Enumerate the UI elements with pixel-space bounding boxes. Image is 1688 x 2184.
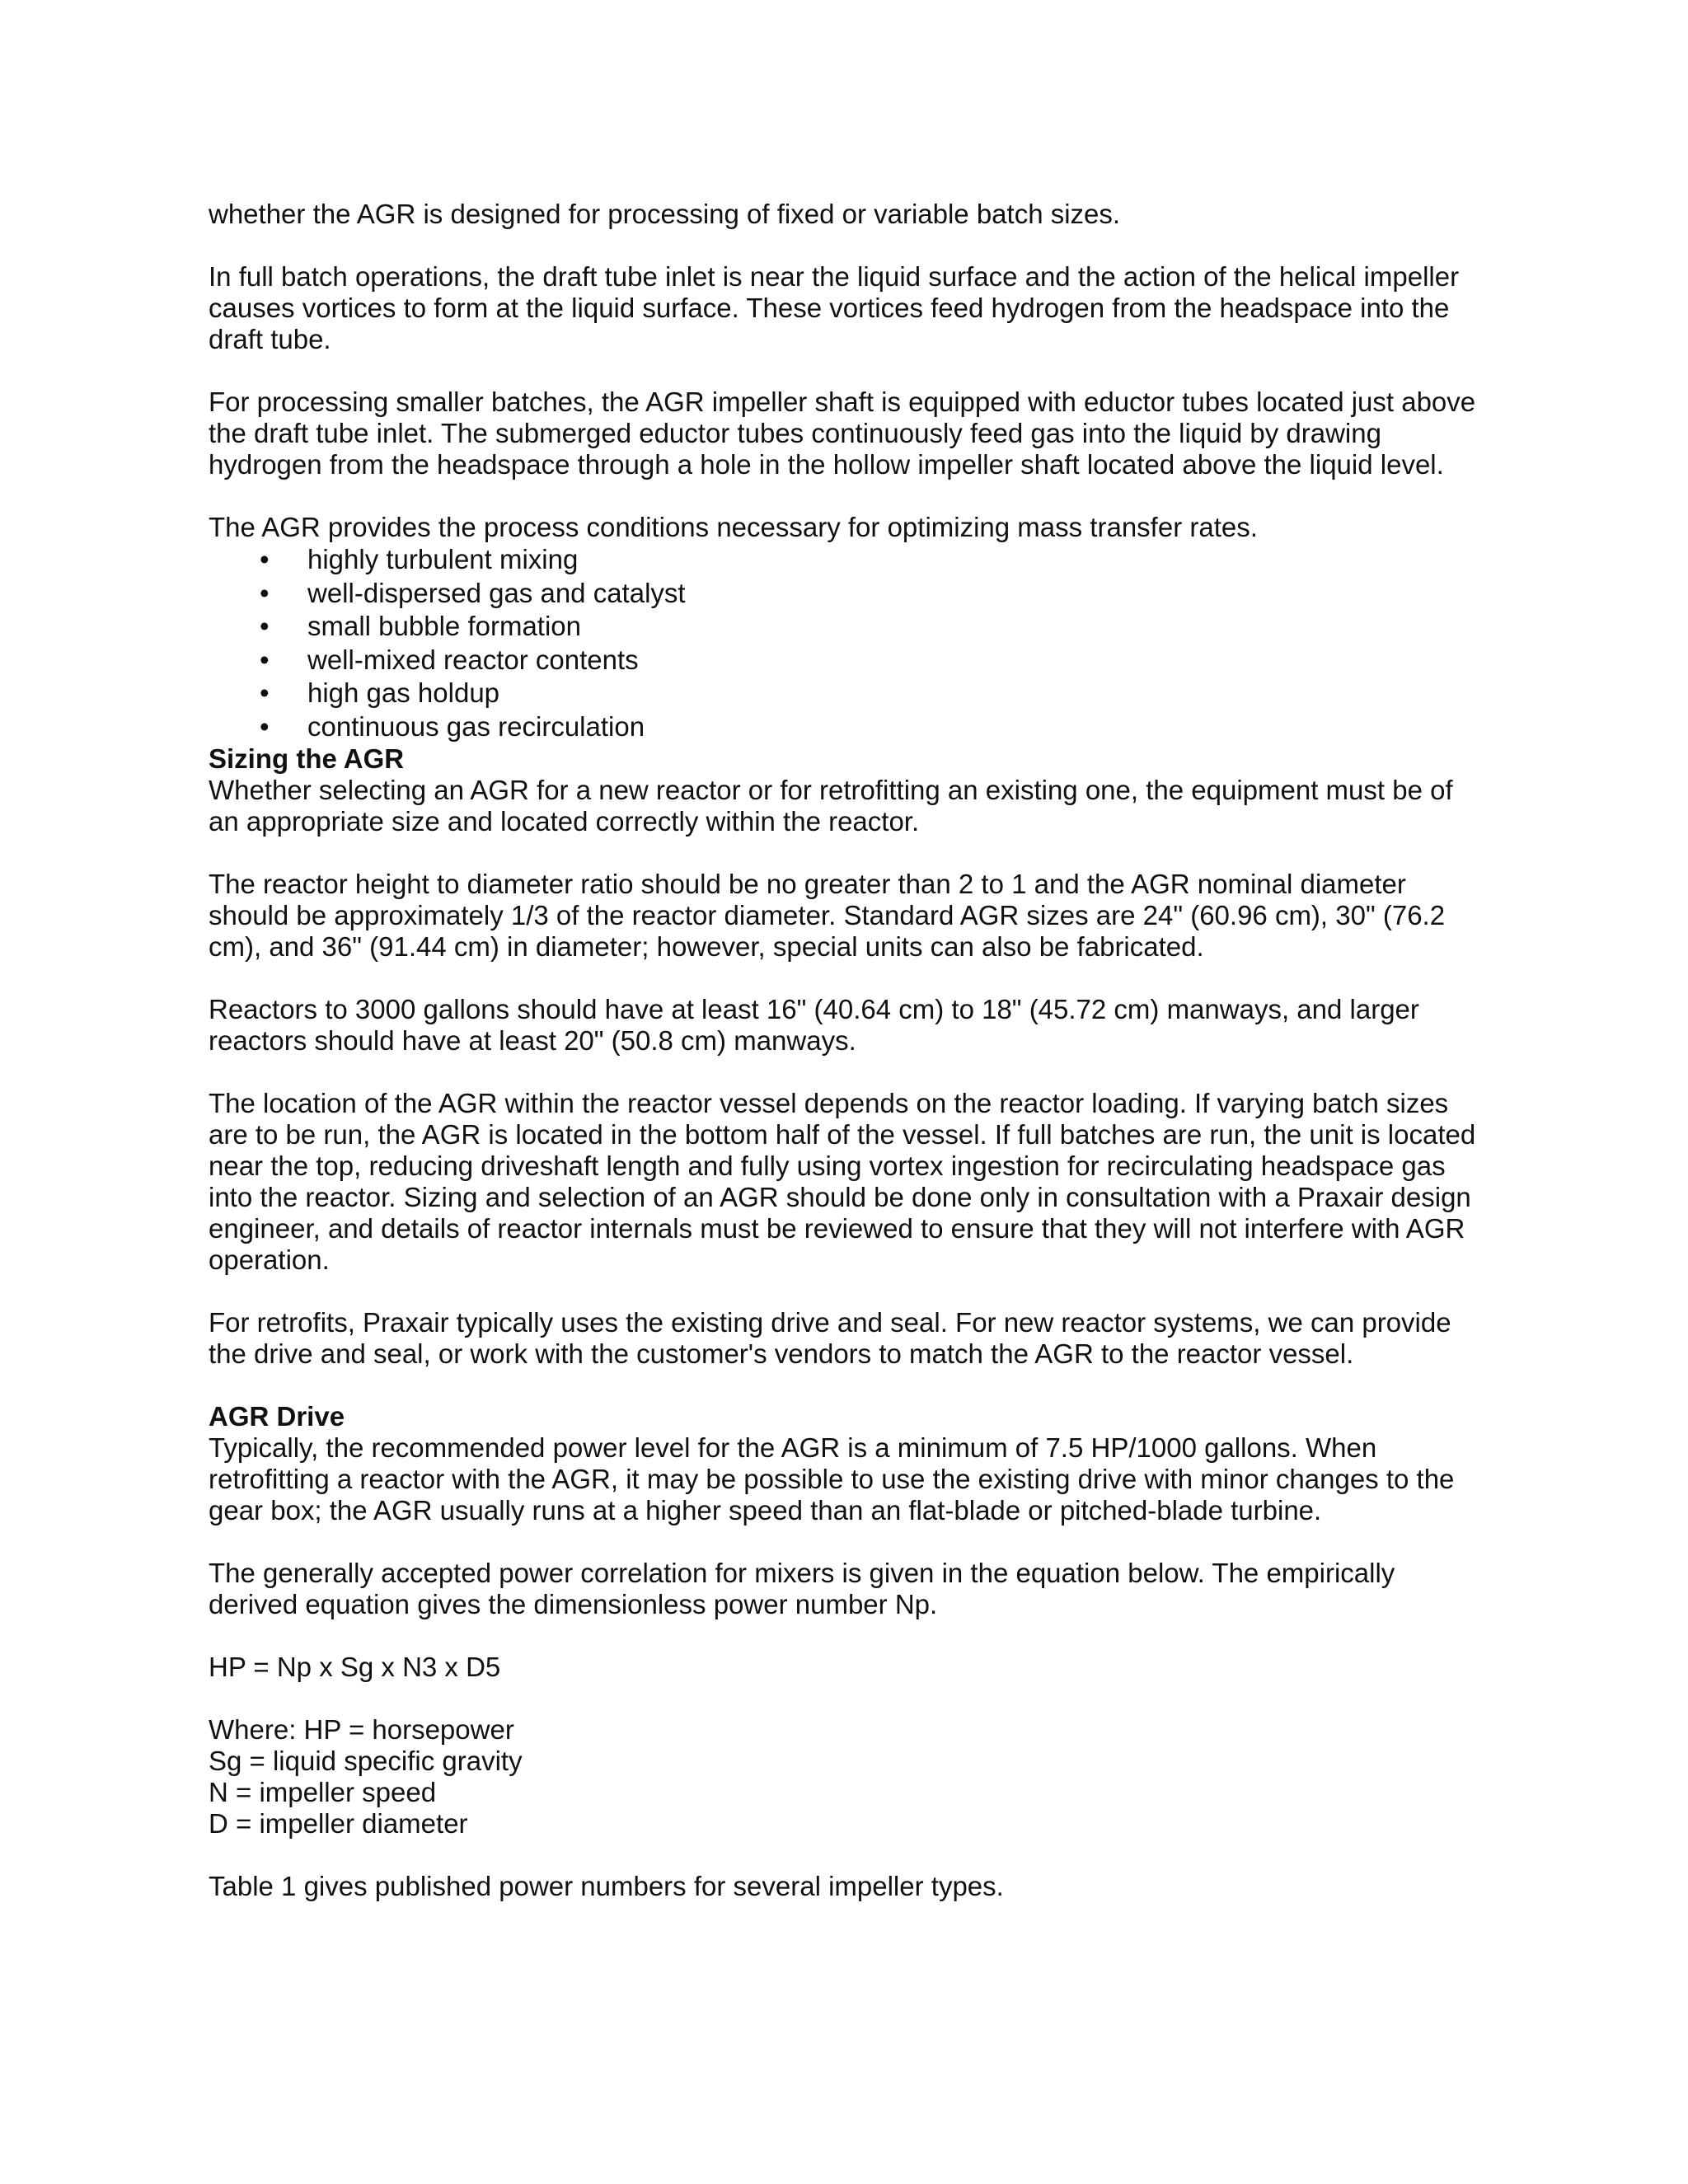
conditions-intro: The AGR provides the process conditions necessary for optimizing mass transfer rates. <box>209 512 1258 542</box>
sizing-paragraph-2: The reactor height to diameter ratio should be no greater than 2 to 1 and the AGR nominal diameter should be approximately 1/3 of the reactor diameter. Standard AGR sizes are 24" (60.96 cm), 30" (76.2 cm), and 36" (91.44 cm) in diameter; however, special units can also be fabricated. <box>209 869 1446 962</box>
list-item-text: well-mixed reactor contents <box>307 644 639 675</box>
bullet-icon: • <box>260 544 270 574</box>
conditions-list <box>209 543 1478 743</box>
drive-paragraph-1: Typically, the recommended power level for the AGR is a minimum of 7.5 HP/1000 gallons. When retrofitting a reactor with the AGR, it may be possible to use the existing drive with minor changes to the gear box; the AGR usually runs at a higher speed than an flat-blade or pitched-blade turbine. <box>209 1432 1455 1526</box>
table-reference: Table 1 gives published power numbers for several impeller types. <box>209 1871 1004 1901</box>
list-item-text: well-dispersed gas and catalyst <box>307 577 686 608</box>
list-item-text: small bubble formation <box>307 611 581 641</box>
definition-line: D = impeller diameter <box>209 1808 468 1839</box>
sizing-paragraph-5: For retrofits, Praxair typically uses the existing drive and seal. For new reactor systems, we can provide the drive and seal, or work with the customer's vendors to match the AGR to the reactor vessel. <box>209 1307 1451 1369</box>
list-item <box>209 644 1478 677</box>
bullet-icon: • <box>260 710 270 742</box>
sizing-heading: Sizing the AGR <box>209 743 405 774</box>
power-equation: HP = Np x Sg x N3 x D5 <box>209 1652 501 1682</box>
document-page <box>209 199 1478 1933</box>
bullet-icon: • <box>260 577 270 608</box>
list-item <box>209 610 1478 644</box>
sizing-paragraph-4: The location of the AGR within the reactor vessel depends on the reactor loading. If varying batch sizes are to be run, the AGR is located in the bottom half of the vessel. If full batches are run, the unit is located near the top, reducing driveshaft length and fully using vortex ingestion for recirculating headspace gas into the reactor. Sizing and selection of an AGR should be done only in consultation with a Praxair design engineer, and details of reactor internals must be reviewed to ensure that they will not interfere with AGR operation. <box>209 1088 1476 1275</box>
list-item <box>209 543 1478 577</box>
drive-paragraph-2: The generally accepted power correlation for mixers is given in the equation below. The empirically derived equation gives the dimensionless power number Np. <box>209 1558 1395 1619</box>
list-item <box>209 577 1478 611</box>
list-item <box>209 710 1478 744</box>
intro-paragraph-1: whether the AGR is designed for processing of fixed or variable batch sizes. <box>209 199 1121 229</box>
list-item <box>209 677 1478 710</box>
intro-paragraph-3: For processing smaller batches, the AGR impeller shaft is equipped with eductor tubes located just above the draft tube inlet. The submerged eductor tubes continuously feed gas into the liquid by drawing hydrogen from the headspace through a hole in the hollow impeller shaft located above the liquid level. <box>209 387 1476 480</box>
intro-paragraph-2: In full batch operations, the draft tube inlet is near the liquid surface and the action of the helical impeller causes vortices to form at the liquid surface. These vortices feed hydrogen from the headspace into the draft tube. <box>209 261 1460 354</box>
sizing-paragraph-3: Reactors to 3000 gallons should have at least 16" (40.64 cm) to 18" (45.72 cm) manways, and larger reactors should have at least 20" (50.8 cm) manways. <box>209 994 1419 1056</box>
equation-definitions <box>209 1714 1478 1840</box>
list-item-text: high gas holdup <box>307 677 500 708</box>
list-item-text: highly turbulent mixing <box>307 544 579 574</box>
bullet-icon: • <box>260 677 270 708</box>
bullet-icon: • <box>260 644 270 675</box>
list-item-text: continuous gas recirculation <box>307 710 645 742</box>
definition-line: Sg = liquid specific gravity <box>209 1746 523 1776</box>
sizing-paragraph-1: Whether selecting an AGR for a new reactor or for retrofitting an existing one, the equipment must be of an appropriate size and located correctly within the reactor. <box>209 775 1453 837</box>
definition-line: N = impeller speed <box>209 1777 437 1807</box>
drive-heading: AGR Drive <box>209 1401 345 1432</box>
definition-line: Where: HP = horsepower <box>209 1714 514 1745</box>
bullet-icon: • <box>260 611 270 641</box>
